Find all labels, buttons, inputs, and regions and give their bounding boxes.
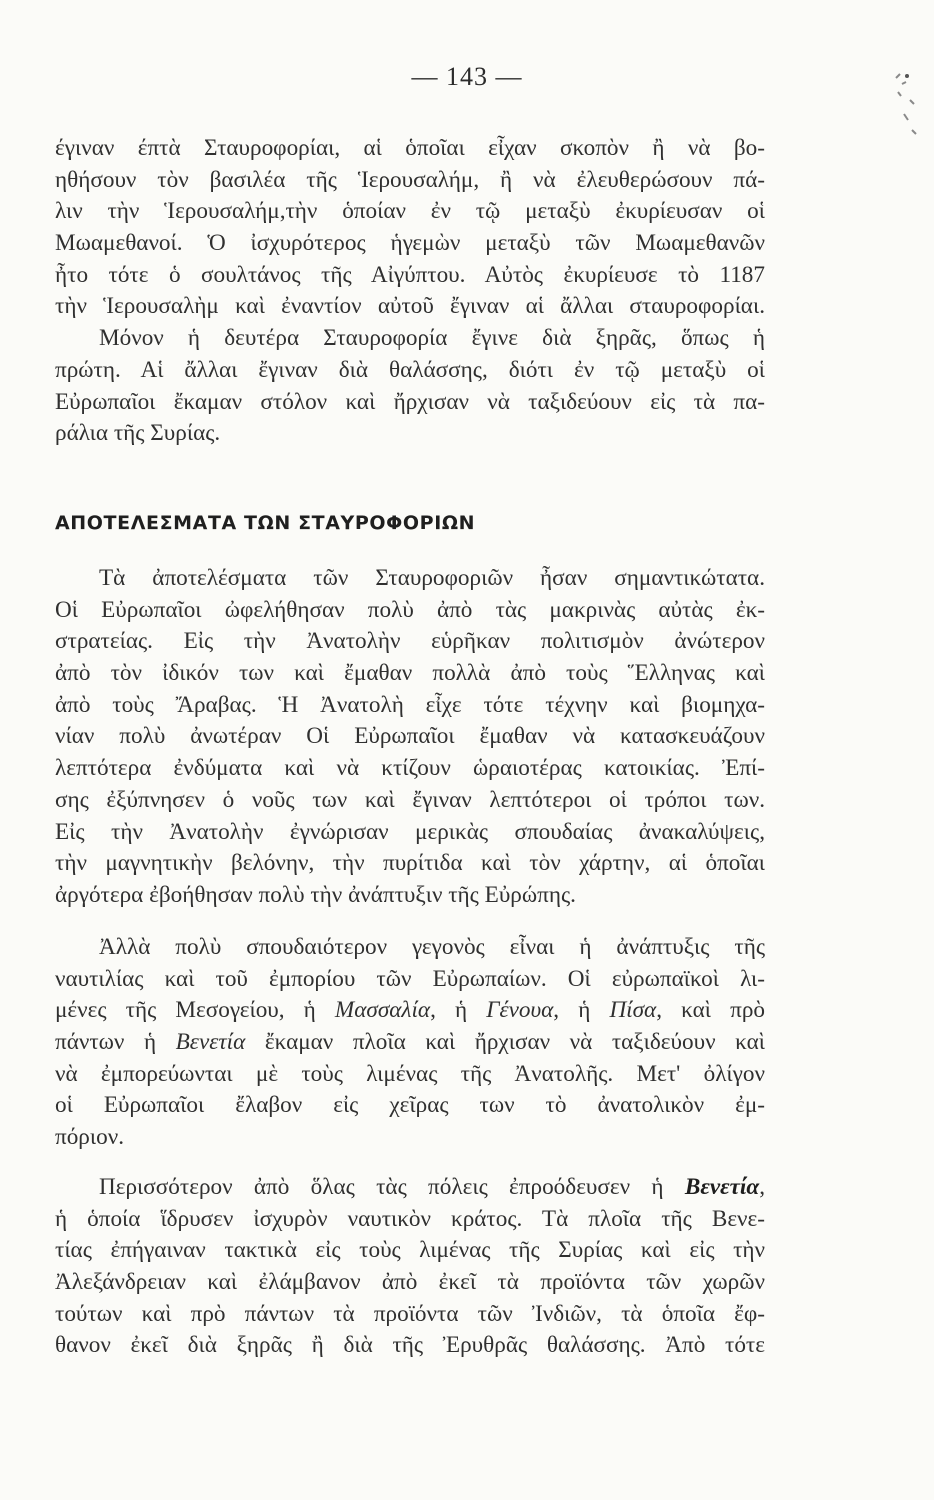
text-line: ἀπὸ τοὺς Ἄραβας. Ἡ Ἀνατολὴ εἶχε τότε τέχνην καὶ βιομηχα-: [55, 691, 765, 718]
text-line: οἱ Εὐρωπαῖοι ἔλαβον εἰς χεῖρας των τὸ ἀνατολικὸν ἐμ-: [55, 1092, 765, 1119]
venetia-bold: Βενετία: [684, 1174, 760, 1200]
text-line: Εὐρωπαῖοι ἔκαμαν στόλον καὶ ἤρχισαν νὰ ταξιδεύουν εἰς τὰ πα-: [55, 388, 765, 415]
text-line: πρώτη. Αἱ ἄλλαι ἔγιναν διὰ θαλάσσης, διότι ἐν τῷ μεταξὺ οἱ: [55, 356, 765, 383]
city-pisa: Πίσα: [609, 997, 657, 1024]
city-massalia: Μασσαλία: [334, 997, 431, 1024]
text-line: Τὰ ἀποτελέσματα τῶν Σταυροφοριῶν ἦσαν σημαντικώτατα.: [99, 565, 765, 591]
text-line: στρατείας. Εἰς τὴν Ἀνατολὴν εὑρῆκαν πολιτισμὸν ἀνώτερον: [55, 628, 765, 655]
text-line: νὰ ἐμπορεύωνται μὲ τοὺς λιμένας τῆς Ἀνατολῆς. Μετ' ὀλίγον: [55, 1060, 765, 1087]
text-line: ἀπὸ τὸν ἰδικόν των καὶ ἔμαθαν πολλὰ ἀπὸ τοὺς Ἕλληνας καὶ: [55, 660, 765, 687]
text-line: τὴν μαγνητικὴν βελόνην, τὴν πυρίτιδα καὶ τὸν χάρτην, αἱ ὁποῖαι: [55, 850, 765, 877]
text-line: έγιναν έπτὰ Σταυροφορίαι, αἱ ὁποῖαι εἶχαν σκοπὸν ἢ νὰ βο-: [55, 135, 765, 161]
page-number: — 143 —: [411, 62, 523, 91]
city-venetia: Βενετία: [175, 1029, 246, 1056]
text-line: Εἰς τὴν Ἀνατολὴν ἐγνώρισαν μερικὰς σπουδαίας ἀνακαλύψεις,: [55, 818, 765, 845]
text-line: Μόνον ἡ δευτέρα Σταυροφορία ἔγινε διὰ ξηρᾶς, ὅπως ἡ: [99, 325, 765, 352]
text-line: ράλια τῆς Συρίας.: [55, 420, 221, 447]
text-line: τούτων καὶ πρὸ πάντων τὰ προϊόντα τῶν Ἰνδιῶν, τὰ ὁποῖα ἔφ-: [55, 1300, 765, 1327]
text-line: Ἀλεξάνδρειαν καὶ ἐλάμβανον ἀπὸ ἐκεῖ τὰ προϊόντα τῶν χωρῶν: [55, 1269, 765, 1296]
text-line: πάντων ἡ Βενετία ἔκαμαν πλοῖα καὶ ἤρχισαν νὰ ταξιδεύουν καὶ: [55, 1029, 765, 1056]
paragraph-results: [55, 563, 765, 912]
paragraph-venice: [55, 1172, 765, 1362]
text-line: θανον ἐκεῖ διὰ ξηρᾶς ἢ διὰ τῆς Ἐρυθρᾶς θαλάσσης. Ἀπὸ τότε: [55, 1332, 765, 1359]
text-line: λιν τὴν Ἱερουσαλήμ,τὴν ὁποίαν ἐν τῷ μεταξὺ ἐκυρίευσαν οἱ: [55, 198, 765, 225]
text-line: ἀργότερα ἐβοήθησαν πολὺ τὴν ἀνάπτυξιν τῆς Εὐρώπης.: [55, 881, 576, 908]
text-line: Ἀλλὰ πολὺ σπουδαιότερον γεγονὸς εἶναι ἡ ἀνάπτυξις τῆς: [99, 934, 765, 960]
text-line: ἡ ὁποία ἵδρυσεν ἰσχυρὸν ναυτικὸν κράτος. Τὰ πλοῖα τῆς Βενε-: [55, 1205, 765, 1232]
paragraph-navigation: [55, 932, 765, 1154]
text-line: μένες τῆς Μεσογείου, ἡ Μασσαλία, ἡ Γένουα, ἡ Πίσα, καὶ πρὸ: [55, 997, 765, 1024]
text-line: Μωαμεθανοί. Ὁ ἰσχυρότερος ἡγεμὼν μεταξὺ τῶν Μωαμεθανῶν: [55, 230, 765, 257]
text-line: ναυτιλίας καὶ τοῦ ἐμπορίου τῶν Εὐρωπαίων. Οἱ εὐρωπαϊκοὶ λι-: [55, 965, 765, 992]
text-line: ηθήσουν τὸν βασιλέα τῆς Ἱερουσαλήμ, ἢ νὰ ἐλευθερώσουν πά-: [55, 166, 765, 193]
city-genova: Γένουα: [486, 997, 554, 1024]
scan-artifact-icon: [892, 70, 922, 160]
text-line: σης ἐξύπνησεν ὁ νοῦς των καὶ ἔγιναν λεπτότεροι οἱ τρόποι των.: [55, 786, 765, 813]
text-line: νίαν πολὺ ἀνωτέραν Οἱ Εὐρωπαῖοι ἔμαθαν νὰ κατασκευάζουν: [55, 723, 765, 750]
text-line: λεπτότερα ἐνδύματα καὶ νὰ κτίζουν ὡραιοτέρας κατοικίας. Ἐπί-: [55, 755, 765, 782]
section-heading: ΑΠΟΤΕΛΕΣΜΑΤΑ ΤΩΝ ΣΤΑΥΡΟΦΟΡΙΩΝ: [55, 512, 476, 534]
text-line: τὴν Ἱερουσαλὴμ καὶ ἐναντίον αὐτοῦ ἔγιναν αἱ ἄλλαι σταυροφορίαι.: [55, 293, 765, 320]
text-line: πόριον.: [55, 1124, 124, 1151]
text-line: τίας ἐπήγαιναν τακτικὰ εἰς τοὺς λιμένας τῆς Συρίας καὶ εἰς τὴν: [55, 1237, 765, 1264]
text-line: Περισσότερον ἀπὸ ὅλας τὰς πόλεις ἐπροόδευσεν ἡ Βενετία,: [99, 1174, 765, 1200]
paragraph-crusades-intro: [55, 133, 765, 450]
text-line: ἦτο τότε ὁ σουλτάνος τῆς Αἰγύπτου. Αὐτὸς ἐκυρίευσε τὸ 1187: [55, 261, 765, 288]
text-line: Οἱ Εὐρωπαῖοι ὠφελήθησαν πολὺ ἀπὸ τὰς μακρινὰς αὐτὰς ἐκ-: [55, 596, 765, 623]
